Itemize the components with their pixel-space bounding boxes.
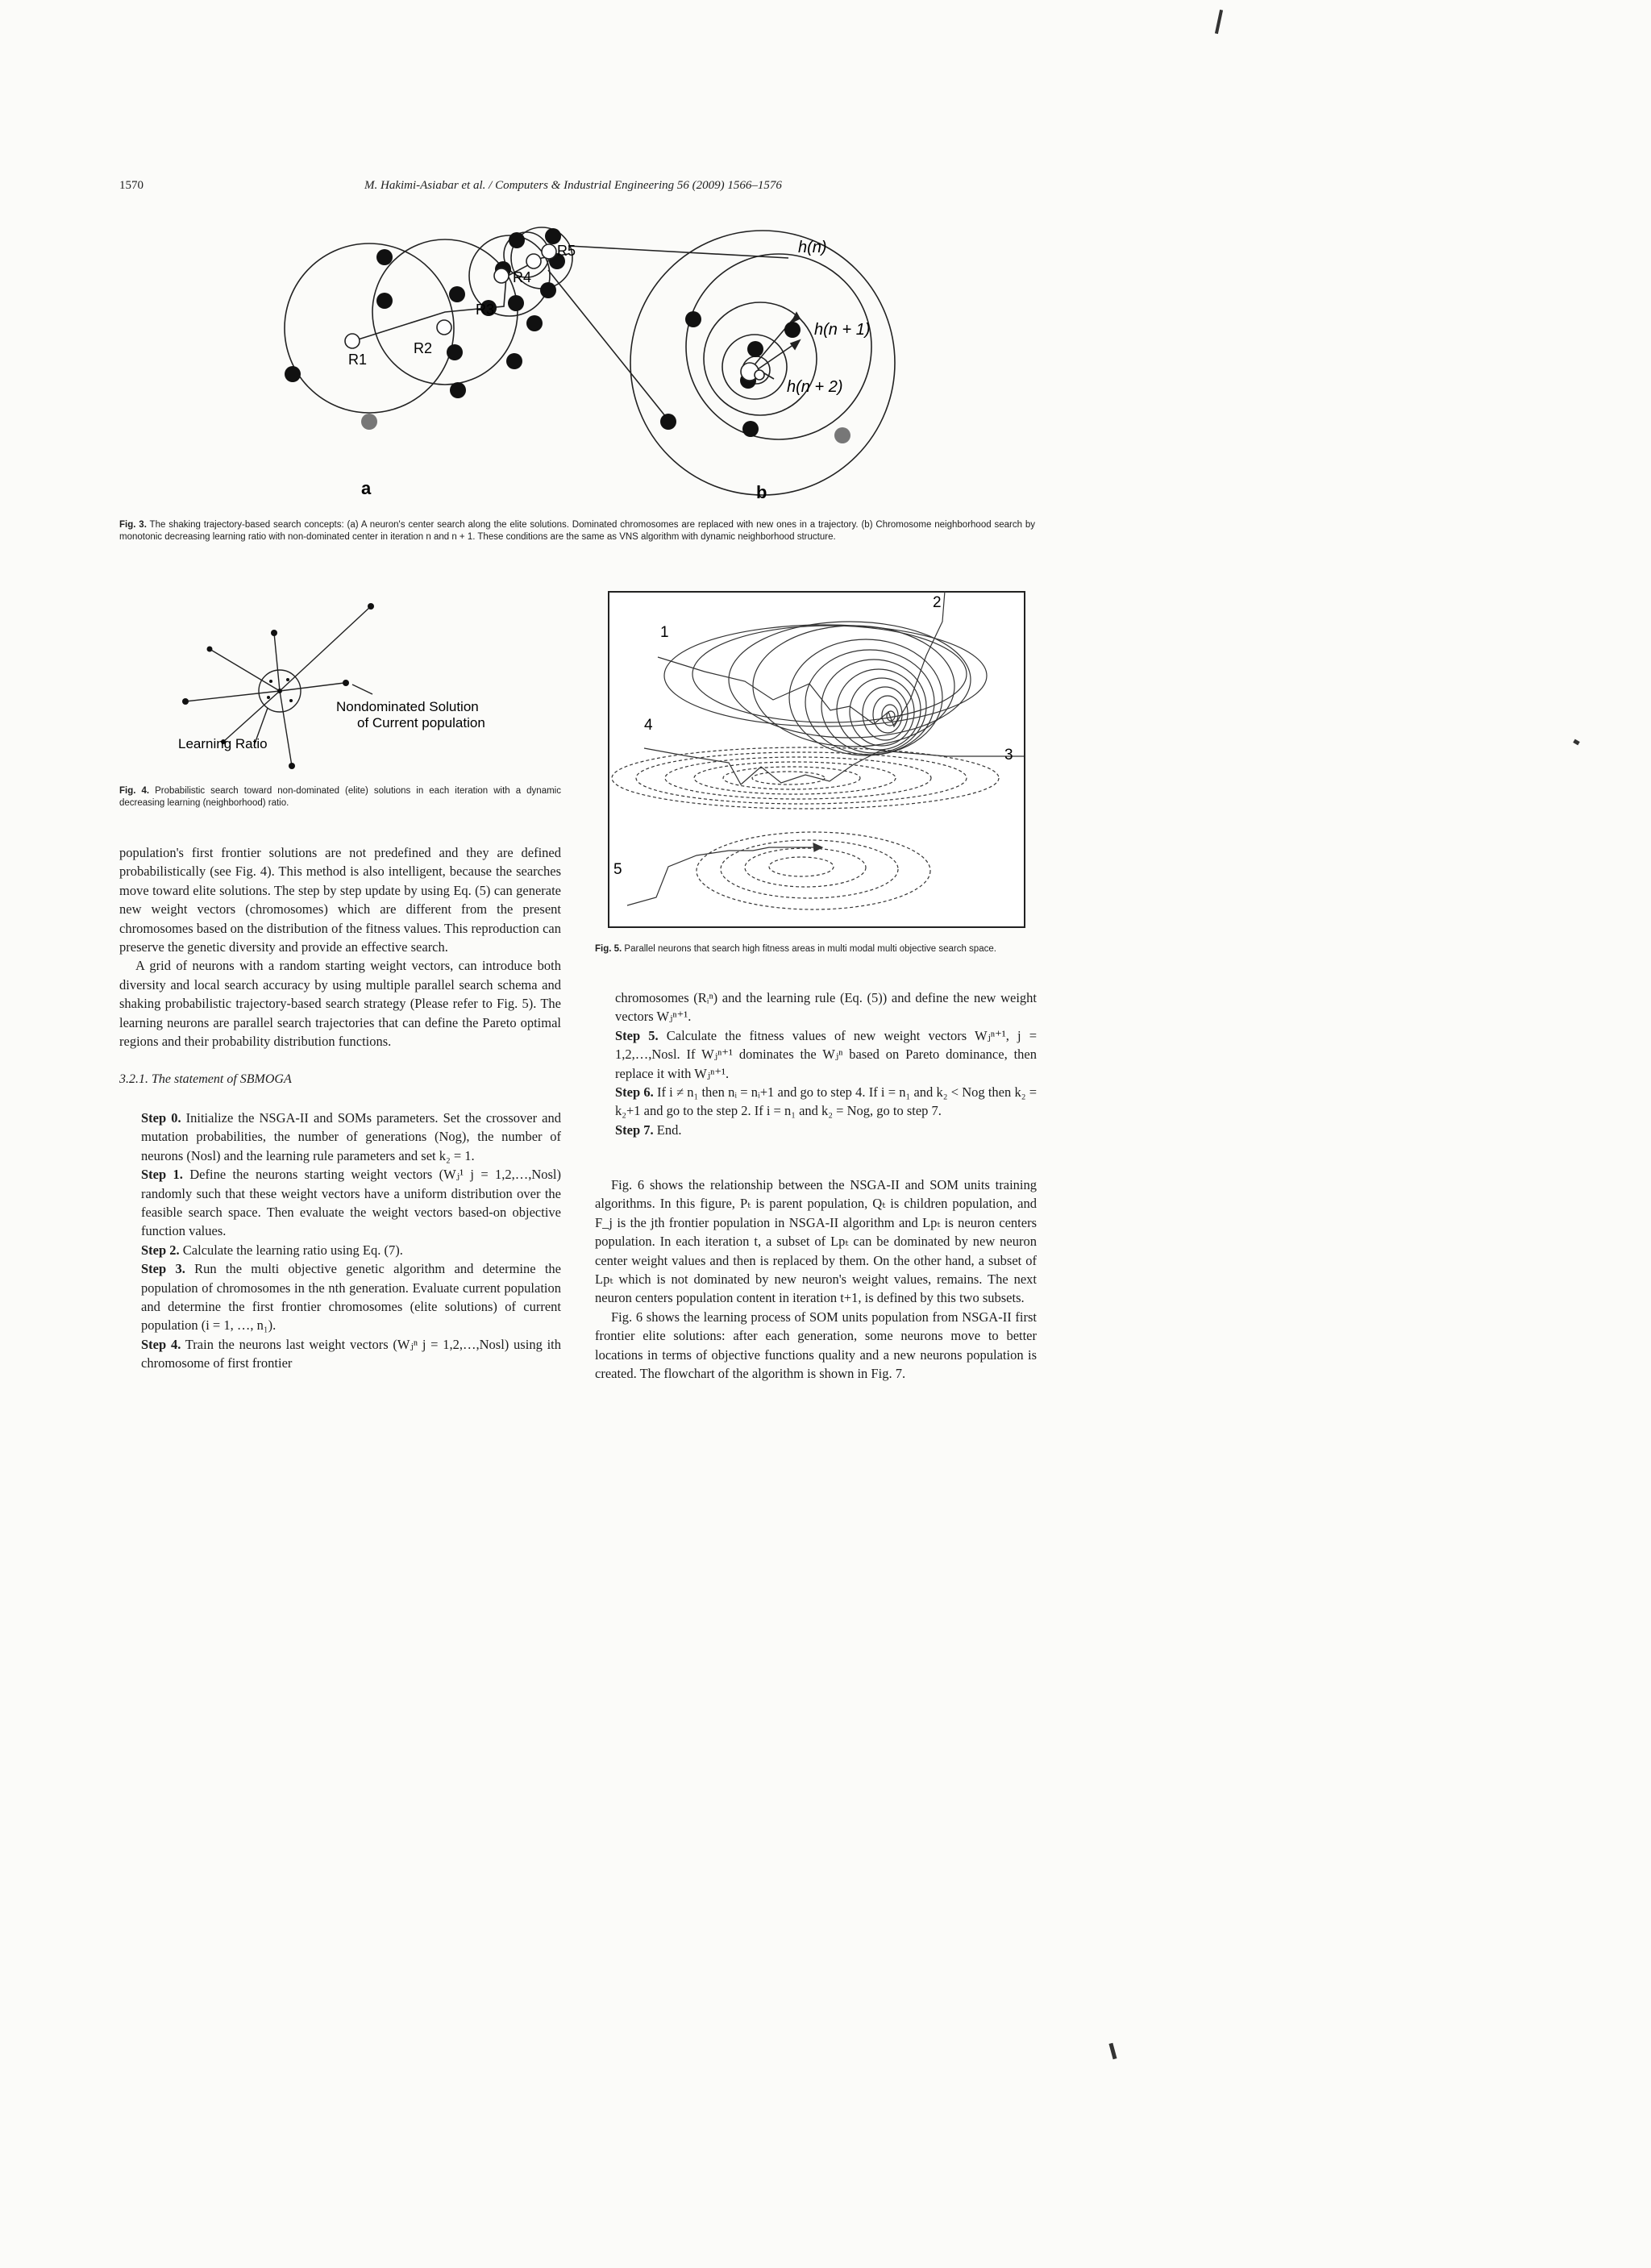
scan-mark bbox=[1108, 2043, 1117, 2060]
step-label: Step 6. bbox=[615, 1084, 654, 1101]
paragraph: chromosomes (Rᵢⁿ) and the learning rule (Eq. (5)) and define the new weight vectors Wⱼⁿ⁺¹. bbox=[615, 990, 1037, 1025]
step-label: Step 3. bbox=[141, 1261, 185, 1277]
right-column-body bbox=[595, 1176, 1037, 1383]
label-r3: R3 bbox=[476, 302, 495, 318]
page-number: 1570 bbox=[119, 179, 143, 192]
fig4-caption bbox=[119, 785, 561, 809]
step-text: Train the neurons last weight vectors (Wⱼⁿ j = 1,2,…,Nosl) using ith chromosome of first frontier bbox=[141, 1336, 562, 1371]
running-title: M. Hakimi-Asiabar et al. / Computers & Industrial Engineering 56 (2009) 1566–1576 bbox=[364, 179, 782, 192]
step-item bbox=[141, 1241, 561, 1259]
step-label: Step 0. bbox=[141, 1109, 181, 1126]
paragraph: population's first frontier solutions are not predefined and they are defined probabilistically (see Fig. 4). This method is also intelligent, because the searches move toward elite solutions. The step by step update by using Eq. (5) can generate new weight vectors (chromosomes) which are different from the present chromosomes based on the distribution of the fitness values. This reproduction can preserve the genetic diversity and provide an effective search. bbox=[119, 845, 561, 955]
scan-mark bbox=[1215, 10, 1223, 34]
step-label: Step 7. bbox=[615, 1122, 654, 1138]
step-text: Calculate the learning ratio using Eq. (7). bbox=[179, 1242, 403, 1258]
step-text: Initialize the NSGA-II and SOMs parameters. Set the crossover and mutation probabilities, the number of generations (Nog), the number of neurons (Nosl) and the learning rule parameters and set k₂ = 1. bbox=[141, 1109, 561, 1163]
step-text: Define the neurons starting weight vectors (Wⱼ¹ j = 1,2,…,Nosl) randomly such that these weight vectors have a uniform distribution over the feasible search space. Then evaluate the weight vectors based-on objective function values. bbox=[141, 1167, 562, 1239]
region-label-1: 1 bbox=[660, 624, 669, 641]
figure-5 bbox=[608, 591, 1027, 930]
section-title: 3.2.1. The statement of SBMOGA bbox=[119, 1072, 292, 1087]
region-label-3: 3 bbox=[1004, 747, 1013, 764]
panel-a-label: a bbox=[361, 478, 372, 498]
region-label-4: 4 bbox=[644, 717, 653, 734]
fig3-caption-text: The shaking trajectory-based search concepts: (a) A neuron's center search along the elite solutions. Dominated chromosomes are replaced with new ones in a trajectory. (b) Chromosome neighborhood search by monotonic decreasing learning ratio with non-dominated center in iteration n and n + 1. These conditions are the same as VNS algorithm with dynamic neighborhood structure. bbox=[119, 520, 1036, 542]
fig4-caption-text: Probabilistic search toward non-dominated (elite) solutions in each iteration with a dynamic decreasing learning (neighborhood) ratio. bbox=[119, 786, 561, 808]
left-column bbox=[119, 843, 561, 1373]
step-label: Step 5. bbox=[615, 1027, 659, 1043]
panel-b-label: b bbox=[756, 482, 767, 502]
step-label: Step 1. bbox=[141, 1167, 183, 1183]
label-nondominated-line1: Nondominated Solution bbox=[336, 699, 479, 714]
region-label-5: 5 bbox=[613, 861, 622, 878]
step-item bbox=[615, 1026, 1037, 1083]
label-r4: R4 bbox=[513, 269, 532, 285]
step-label: Step 2. bbox=[141, 1242, 180, 1258]
step-text: Calculate the fitness values of new weight vectors Wⱼⁿ⁺¹, j = 1,2,…,Nosl. If Wⱼⁿ⁺¹ dominates the Wⱼⁿ based on Pareto dominance, then replace it with Wⱼⁿ⁺¹. bbox=[615, 1027, 1037, 1081]
figure-4 bbox=[165, 593, 536, 778]
right-column bbox=[615, 988, 1037, 1139]
step-text: End. bbox=[653, 1122, 682, 1138]
step-item bbox=[141, 1109, 561, 1165]
fig5-caption-label: Fig. 5. bbox=[595, 944, 622, 954]
step-item bbox=[141, 1165, 561, 1241]
step-text: Run the multi objective genetic algorithm and determine the population of chromosomes in the nth generation. Evaluate current population and determine the first frontier chromosomes (elite solutions) of current population (i = 1, …, n₁). bbox=[141, 1261, 562, 1334]
scan-mark bbox=[1573, 739, 1580, 746]
step-item bbox=[615, 1121, 1037, 1139]
fig4-caption-label: Fig. 4. bbox=[119, 786, 150, 796]
fig3-caption-label: Fig. 3. bbox=[119, 520, 147, 530]
label-learning-ratio: Learning Ratio bbox=[178, 736, 268, 751]
label-h-n: h(n) bbox=[798, 239, 827, 256]
label-r1: R1 bbox=[348, 352, 368, 368]
label-r2: R2 bbox=[414, 340, 433, 356]
step-label: Step 4. bbox=[141, 1336, 181, 1352]
label-h-n-plus-2: h(n + 2) bbox=[787, 378, 843, 396]
step-text: If i ≠ n₁ then nᵢ = nᵢ+1 and go to step 4. If i = n₁ and k₂ < Nog then k₂ = k₂+1 and go to the step 2. If i = n₁ and k₂ = Nog, go to step 7. bbox=[615, 1084, 1037, 1119]
fig5-caption bbox=[595, 943, 1037, 955]
paragraph: Fig. 6 shows the relationship between the NSGA-II and SOM units training algorithms. In this figure, Pₜ is parent population, Qₜ is children population, and F_j is the jth frontier population in NSGA-II algorithm and Lpₜ is neuron centers population. In each iteration t, a subset of Lpₜ can be dominated by new neuron center weight values and then is replaced by them. On the other hand, a subset of Lpₜ which is not dominated by new neuron's weight values, remains. The next neuron centers population content in iteration t+1, is defined by this two subsets. bbox=[595, 1177, 1037, 1306]
paragraph: Fig. 6 shows the learning process of SOM units population from NSGA-II first frontier elite solutions: after each generation, some neurons move to better locations in terms of objective functions quality and a new neurons population is created. The flowchart of the algorithm is shown in Fig. 7. bbox=[595, 1309, 1037, 1382]
label-r5: R5 bbox=[557, 243, 576, 259]
region-label-2: 2 bbox=[933, 594, 942, 611]
label-nondominated-line2: of Current population bbox=[357, 715, 485, 730]
fig5-caption-text: Parallel neurons that search high fitness areas in multi modal multi objective search space. bbox=[622, 944, 996, 954]
step-item bbox=[615, 1083, 1037, 1121]
label-h-n-plus-1: h(n + 1) bbox=[814, 321, 871, 339]
figure-3 bbox=[258, 210, 967, 508]
fig3-caption bbox=[119, 519, 1035, 543]
step-item bbox=[141, 1335, 561, 1373]
paragraph: A grid of neurons with a random starting weight vectors, can introduce both diversity and local search accuracy by using multiple parallel search schema and shaking probabilistic trajectory-based search strategy (Please refer to Fig. 5). The learning neurons are parallel search trajectories that can define the Pareto optimal regions and their probability distribution functions. bbox=[119, 958, 561, 1050]
step-item bbox=[141, 1259, 561, 1335]
